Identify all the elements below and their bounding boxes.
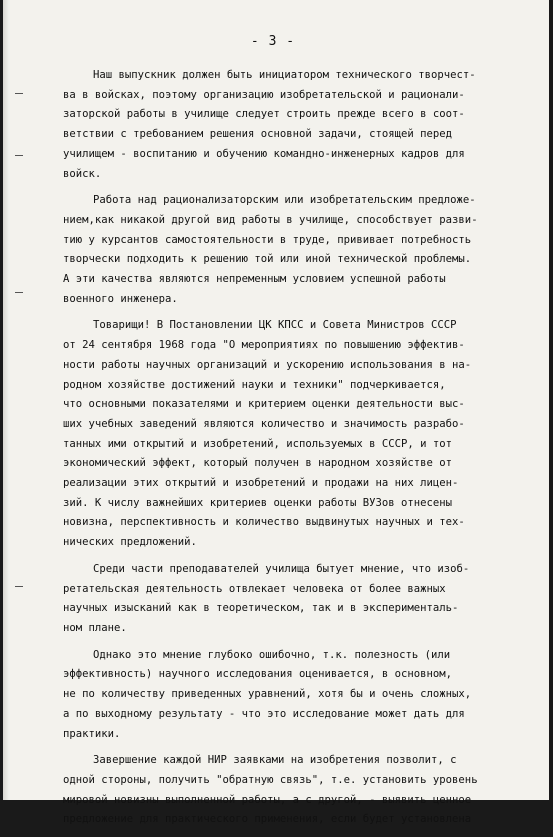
margin-mark xyxy=(15,292,23,293)
text-line: практики. xyxy=(63,727,121,740)
text-line: творчески подходить к решению той или иной технической проблемы. xyxy=(63,253,472,266)
paragraph xyxy=(63,316,533,552)
paragraph xyxy=(63,191,533,309)
document-page xyxy=(3,0,549,826)
text-line: предложение для практического применения, если будет установлена xyxy=(63,813,472,826)
text-line: ших учебных заведений являются количество и значимость разрабо- xyxy=(63,417,465,430)
text-line: ном плане. xyxy=(63,621,127,634)
text-line: Товарищи! В Постановлении ЦК КПСС и Совета Министров СССР xyxy=(93,319,457,332)
margin-mark xyxy=(15,93,23,94)
text-line: что основными показателями и критерием оценки деятельности выс- xyxy=(63,398,465,411)
text-line: экономический эффект, который получен в народном хозяйстве от xyxy=(63,457,453,470)
paragraph xyxy=(63,751,533,830)
text-line: зий. К числу важнейших критериев оценки работы ВУЗов отнесены xyxy=(63,496,453,509)
text-line: Однако это мнение глубоко ошибочно, т.к. полезность (или xyxy=(93,648,451,661)
text-line: нием,как никакой другой вид работы в училище, способствует разви- xyxy=(63,213,478,226)
text-line: не по количеству приведенных уравнений, хотя бы и очень сложных, xyxy=(63,688,472,701)
text-line: научных изысканий как в теоретическом, так и в эксперименталь- xyxy=(63,602,459,615)
text-line: тию у курсантов самостоятельности в труде, прививает потребность xyxy=(63,233,472,246)
page-number: - 3 - xyxy=(250,34,296,49)
text-line: А эти качества являются непременным условием успешной работы xyxy=(63,273,446,286)
text-line: войск. xyxy=(63,167,102,180)
text-line: ретательская деятельность отвлекает человека от более важных xyxy=(63,582,446,595)
text-line: военного инженера. xyxy=(63,292,178,305)
text-line: эффективность) научного исследования оценивается, в основном, xyxy=(63,668,453,681)
text-line: нических предложений. xyxy=(63,536,197,549)
text-line: мировой новизны выполненной работы, а с другой, - выявить ценное xyxy=(63,793,472,806)
paragraph xyxy=(63,646,533,745)
text-line: родном хозяйстве достижений науки и техники" подчеркивается, xyxy=(63,378,446,391)
paragraph xyxy=(63,560,533,639)
text-line: Завершение каждой НИР заявками на изобретения позволит, с xyxy=(93,754,457,767)
margin-mark xyxy=(15,155,23,156)
text-line: ветствии с требованием решения основной задачи, стоящей перед xyxy=(63,128,453,141)
text-line: ности работы научных организаций и ускорению использования в на- xyxy=(63,358,472,371)
text-line: а по выходному результату - что это исследование может дать для xyxy=(63,707,465,720)
paragraph xyxy=(63,66,533,184)
text-line: одной стороны, получить "обратную связь", т.е. установить уровень xyxy=(63,773,478,786)
margin-mark xyxy=(15,586,23,587)
text-line: Наш выпускник должен быть инициатором технического творчест- xyxy=(93,69,476,81)
text-line: заторской работы в училище следует строить прежде всего в соот- xyxy=(63,108,465,121)
text-line: от 24 сентября 1968 года "О мероприятиях по повышению эффектив- xyxy=(63,339,465,352)
text-line: Среди части преподавателей училища бытует мнение, что изоб- xyxy=(93,562,470,575)
text-line: реализации этих открытий и изобретений и продажи на них лицен- xyxy=(63,477,459,490)
text-line: ва в войсках, поэтому организацию изобретательской и рационали- xyxy=(63,88,465,101)
text-line: танных ими открытий и изобретений, используемых в СССР, и тот xyxy=(63,437,453,450)
body-text xyxy=(63,66,533,837)
text-line: училищем - воспитанию и обучению командно-инженерных кадров для xyxy=(63,147,465,160)
text-line: новизна, перспективность и количество выдвинутых научных и тех- xyxy=(63,516,465,529)
text-line: Работа над рационализаторским или изобретательским предложе- xyxy=(93,194,476,207)
